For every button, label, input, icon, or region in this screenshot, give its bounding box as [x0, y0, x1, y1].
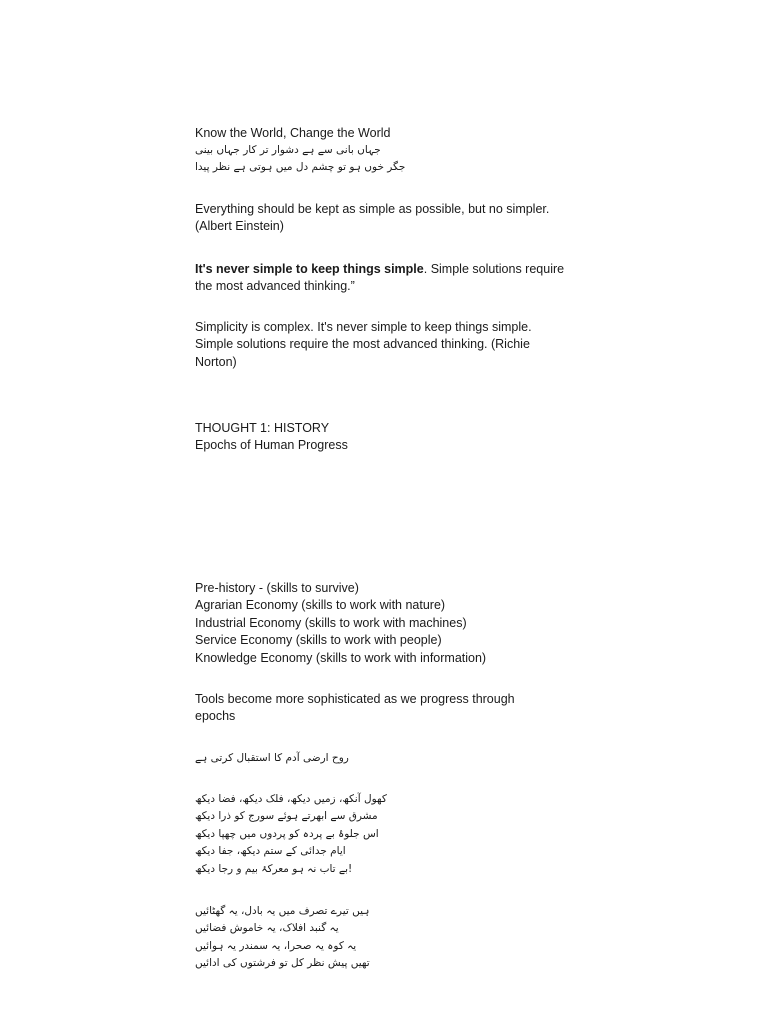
urdu-verse-line: مشرق سے ابھرتے ہوئے سورج کو ذرا دیکھ: [195, 810, 378, 823]
quote-einstein-line-2: (Albert Einstein): [195, 219, 284, 234]
quote-norton-line-2: Simple solutions require the most advanced thinking. (Richie: [195, 337, 530, 352]
urdu-verse-line: یہ گنبد افلاک، یہ خاموش فضائیں: [195, 922, 339, 935]
tools-paragraph: [195, 691, 585, 726]
epochs-list: [195, 580, 585, 667]
urdu-verse-line: !بے تاب نہ ہو معرکۂ بیم و رجا دیکھ: [195, 862, 353, 875]
quote-simple: [195, 261, 585, 296]
intro-title: Know the World, Change the World: [195, 126, 391, 140]
thought-heading: THOUGHT 1: HISTORY: [195, 421, 330, 435]
urdu-verse-line: تھیں پیش نظر کل تو فرشتوں کی ادائیں: [195, 957, 370, 970]
intro-section: [195, 125, 585, 142]
epoch-item: Pre-history - (skills to survive): [195, 581, 359, 595]
urdu-verse-line: اس جلوۂ بے پردہ کو پردوں میں چھپا دیکھ: [195, 827, 379, 840]
urdu-stanza-1: [195, 791, 435, 878]
epoch-item: Service Economy (skills to work with people): [195, 633, 442, 648]
epoch-item: Agrarian Economy (skills to work with nature): [195, 598, 446, 613]
urdu-verse-line: ہیں تیرے تصرف میں یہ بادل، یہ گھٹائیں: [195, 905, 370, 917]
quote-einstein: [195, 201, 585, 236]
quote-simple-rest: . Simple solutions require: [423, 262, 565, 276]
tools-line-1: Tools become more sophisticated as we progress through: [195, 692, 515, 706]
tools-line-2: epochs: [195, 709, 236, 724]
quote-norton-line-1: Simplicity is complex. It's never simple to keep things simple.: [195, 320, 532, 334]
quote-norton: [195, 319, 585, 371]
quote-norton-line-3: Norton): [195, 354, 237, 369]
urdu-verse-line: کھول آنکھ، زمیں دیکھ، فلک دیکھ، فضا دیکھ: [195, 793, 387, 805]
urdu-verse-line: یہ کوہ یہ صحرا، یہ سمندر یہ ہوائیں: [195, 939, 357, 952]
quote-simple-line-2: the most advanced thinking.”: [195, 279, 355, 294]
thought-section: [195, 420, 585, 455]
quote-einstein-line-1: Everything should be kept as simple as possible, but no simpler.: [195, 202, 550, 216]
quote-simple-line-1: [195, 261, 585, 278]
epoch-item: Knowledge Economy (skills to work with information): [195, 650, 487, 665]
quote-simple-bold: It's never simple to keep things simple: [195, 262, 424, 276]
urdu-heading-block: [195, 750, 435, 767]
epoch-item: Industrial Economy (skills to work with machines): [195, 615, 467, 630]
urdu-verse-line: ایام جدائی کے ستم دیکھ، جفا دیکھ: [195, 845, 346, 858]
intro-urdu-line-1: جہاں بانی سے ہے دشوار تر کار جہاں بینی: [195, 144, 381, 156]
urdu-heading: روح ارضی آدم کا استقبال کرتی ہے: [195, 752, 349, 764]
urdu-stanza-2: [195, 903, 435, 973]
intro-urdu-line-2: جگر خوں ہو تو چشم دل میں ہوتی ہے نظر پیدا: [195, 161, 406, 174]
thought-subheading: Epochs of Human Progress: [195, 438, 348, 453]
intro-urdu-couplet: [195, 142, 435, 177]
